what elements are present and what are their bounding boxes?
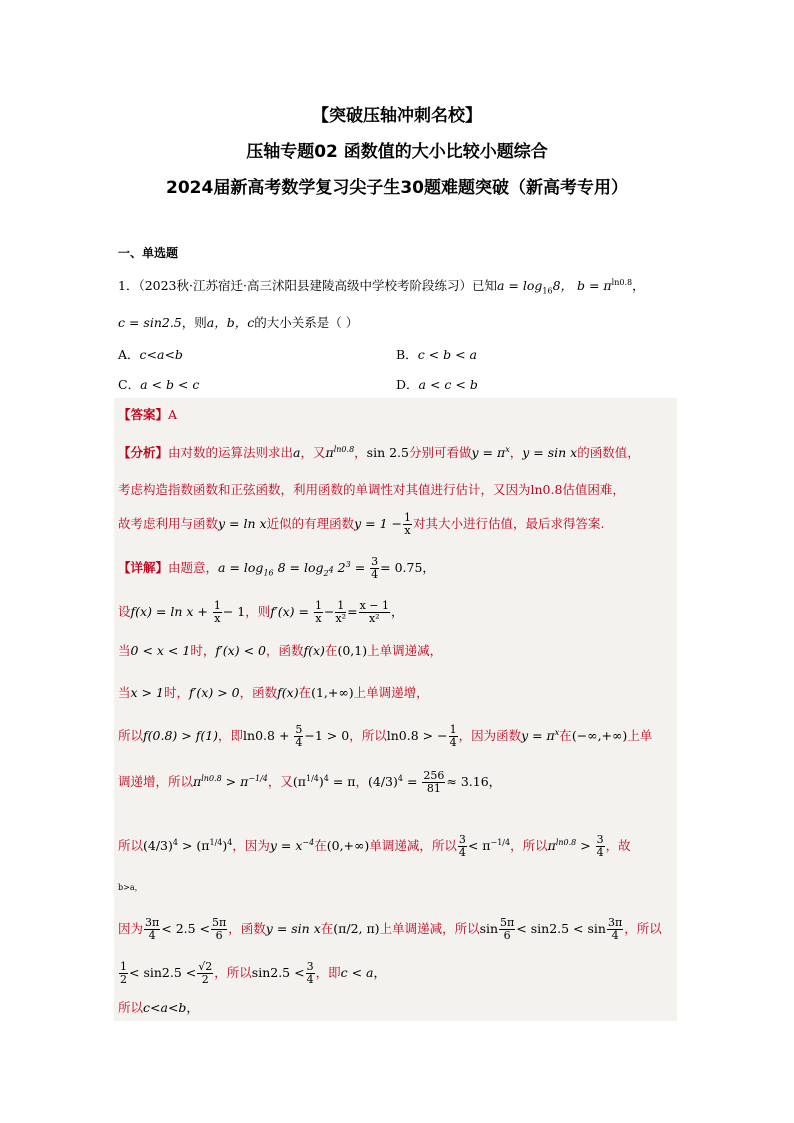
detail-text-3e: 上单调递减， (367, 643, 443, 658)
detail-text-8: b>a， (118, 883, 143, 892)
b-definition: b = π (577, 278, 612, 293)
detail-tag: 【详解】 (118, 560, 169, 575)
analysis-tag: 【分析】 (118, 445, 169, 460)
analysis-text-3b: 近似的有理函数 (266, 516, 355, 531)
detail-text-4c: ，函数 (239, 685, 278, 700)
a-definition: a = log (496, 278, 543, 293)
detail-line-10: $\frac{1}{2}$ < sin2.5 < $\frac{√2}{2}$ ，所以sin2.5 < $\frac{3}{4}$ ，即c < a， (120, 960, 386, 986)
detail-text-10b: ，即 (315, 965, 341, 980)
detail-text-5e: 在 (559, 728, 572, 743)
title-topic: 压轴专题02 函数值的大小比较小题综合 (246, 142, 548, 162)
detail-line-6: 调递增，所以$\pi^{ln0.8} > \pi^{-1/4}$，又$(\pi^{1/4})^4 = \pi$，$(4/3)^4$ = $\frac{256}{81}$ ≈ 3.16， (118, 769, 502, 795)
analysis-text-1a: 由对数的运算法则求出 (168, 445, 294, 460)
detail-text-1: 由题意， (168, 560, 219, 575)
detail-text-7b: ，因为 (232, 838, 270, 853)
detail-text-6a: 调递增，所以 (118, 774, 194, 789)
detail-text-9c: 在 (320, 921, 334, 936)
detail-text-3c: ，函数 (265, 643, 304, 658)
detail-line-11: 所以c<a<b， (118, 1000, 199, 1015)
option-a[interactable] (118, 345, 183, 363)
answer-value: A (168, 407, 178, 422)
detail-line-4: 当x > 1时，f′(x) > 0，函数f(x)在(1,+∞)上单调递增， (118, 685, 429, 700)
detail-text-4d: 在 (298, 685, 312, 700)
analysis-text-3a: 故考虑利用与函数 (118, 516, 219, 531)
b-tail: ， (632, 278, 645, 293)
analysis-line-3: 故考虑利用与函数y = ln x近似的有理函数y = 1 − $\frac{1}{x}$ 对其大小进行估值，最后求得答案. (118, 511, 605, 537)
detail-text-2a: 设 (118, 604, 131, 619)
question-line-1 (118, 276, 645, 296)
option-c[interactable] (118, 375, 199, 393)
detail-line-8 (118, 878, 143, 893)
detail-text-7c: 在 (314, 838, 327, 853)
answer-tag: 【答案】 (118, 407, 169, 422)
detail-line-9: 因为 $\frac{3\pi}{4}$ < 2.5 < $\frac{5\pi}{6}$ ，函数y = sin x在(π/2, π)上单调递减，所以sin $\frac{5\pi}{6}$ < sin2.5 < sin $\frac{3\pi}{4}$ ，所以 (118, 916, 662, 942)
detail-text-4a: 当 (118, 685, 131, 700)
detail-text-4e: 上单调递增， (353, 685, 429, 700)
analysis-line-1: 【分析】由对数的运算法则求出a，又$\pi^{ln0.8}$，sin 2.5分别可看做$y = \pi^x$，y = sin x的函数值， (118, 444, 640, 460)
detail-text-5f: 上单 (627, 728, 653, 743)
detail-text-5d: ，因为函数 (458, 728, 522, 743)
title-block (0, 98, 794, 206)
analysis-text-1b: ，又 (300, 445, 326, 460)
analysis-text-1c: ， (354, 445, 367, 460)
detail-text-3b: 时， (190, 643, 216, 658)
detail-text-9d: 上单调递减，所以 (379, 921, 480, 936)
detail-text-9a: 因为 (118, 921, 144, 936)
a-log-arg: 8， (552, 278, 574, 293)
answer-line (118, 405, 177, 423)
option-d-text: a < c < b (418, 377, 478, 392)
detail-text-5c: ，所以 (349, 728, 387, 743)
detail-text-2b: ，则 (245, 604, 271, 619)
detail-line-3: 当0 < x < 1时，f′(x) < 0，函数f(x)在(0,1)上单调递减， (118, 643, 443, 658)
detail-text-5b: ，即 (218, 728, 244, 743)
detail-line-5: 所以f(0.8) > f(1)，即ln0.8 + $\frac{5}{4}$ −1 > 0，所以ln0.8 > − $\frac{1}{4}$ ，因为函数$y = \pi^x$在(−∞,+∞)上单 (118, 723, 653, 749)
detail-text-7f: ，故 (605, 838, 631, 853)
question-connector: ，则 (181, 315, 207, 330)
detail-text-9b: ，函数 (228, 921, 266, 936)
b-exponent: ln0.8 (611, 277, 633, 287)
analysis-text-1e: ， (509, 445, 523, 460)
detail-line-2: 设f(x) = ln x + $\frac{1}{x}$ − 1，则f′(x) = $\frac{1}{x}$ − $\frac{1}{\text{x²}}$ = $\frac{x - 1}{\text{x²}}$ ， (118, 599, 404, 625)
option-a-text: c<a<b (139, 347, 183, 362)
option-c-label: C． (118, 377, 141, 392)
a-log-base: 16 (542, 286, 553, 296)
analysis-line-2: 考虑构造指数函数和正弦函数，利用函数的单调性对其值进行估计，又因为ln0.8估值困难， (118, 482, 625, 497)
question-vars: a，b，c (206, 315, 255, 330)
detail-text-6b: ，又 (267, 774, 293, 789)
option-b-label: B． (396, 347, 418, 362)
section-heading: 一、单选题 (118, 246, 179, 260)
question-line-2 (118, 313, 358, 331)
option-b[interactable] (396, 345, 477, 363)
detail-text-7d: 单调递减，所以 (369, 838, 457, 853)
option-d[interactable] (396, 375, 478, 393)
detail-line-1: 【详解】由题意，$a = \log_{16} 8 = \log_{2^4} 2^3$ = $\frac{3}{4}$ = 0.75， (118, 555, 435, 581)
detail-text-10a: ，所以 (214, 965, 252, 980)
option-c-text: a < b < c (140, 377, 200, 392)
title-series: 2024届新高考数学复习尖子生30题难题突破（新高考专用） (166, 178, 628, 198)
c-definition: c = sin2.5 (118, 315, 182, 330)
detail-text-7a: 所以 (118, 838, 144, 853)
option-d-label: D． (396, 377, 419, 392)
analysis-text-1f: 的函数值， (577, 445, 640, 460)
option-b-text: c < b < a (417, 347, 477, 362)
option-a-label: A． (118, 347, 140, 362)
question-source: 1．（2023秋·江苏宿迁·高三沭阳县建陵高级中学校考阶段练习）已知 (118, 278, 497, 293)
detail-text-5a: 所以 (118, 728, 144, 743)
detail-text-6c: ， (355, 774, 369, 789)
detail-text-3d: 在 (324, 643, 338, 658)
analysis-text-3c: 对其大小进行估值，最后求得答案. (412, 516, 605, 531)
detail-line-7: 所以$(4/3)^4 > (\pi^{1/4})^4$，因为$y = x^{-4}$在(0,+∞)单调递减，所以 $\frac{3}{4}$ < $\pi^{-1/4}$，所以$\pi^{ln0.8}$ > $\frac{3}{4}$ ，故 (118, 833, 631, 859)
detail-text-4b: 时， (163, 685, 189, 700)
detail-text-3a: 当 (118, 643, 131, 658)
title-main: 【突破压轴冲刺名校】 (312, 106, 482, 126)
question-ask: 的大小关系是（ ） (254, 315, 359, 330)
detail-text-9e: ，所以 (624, 921, 662, 936)
detail-text-11: 所以 (118, 1000, 144, 1015)
detail-text-7e: ，所以 (510, 838, 548, 853)
analysis-text-1d: 分别可看做 (409, 445, 472, 460)
